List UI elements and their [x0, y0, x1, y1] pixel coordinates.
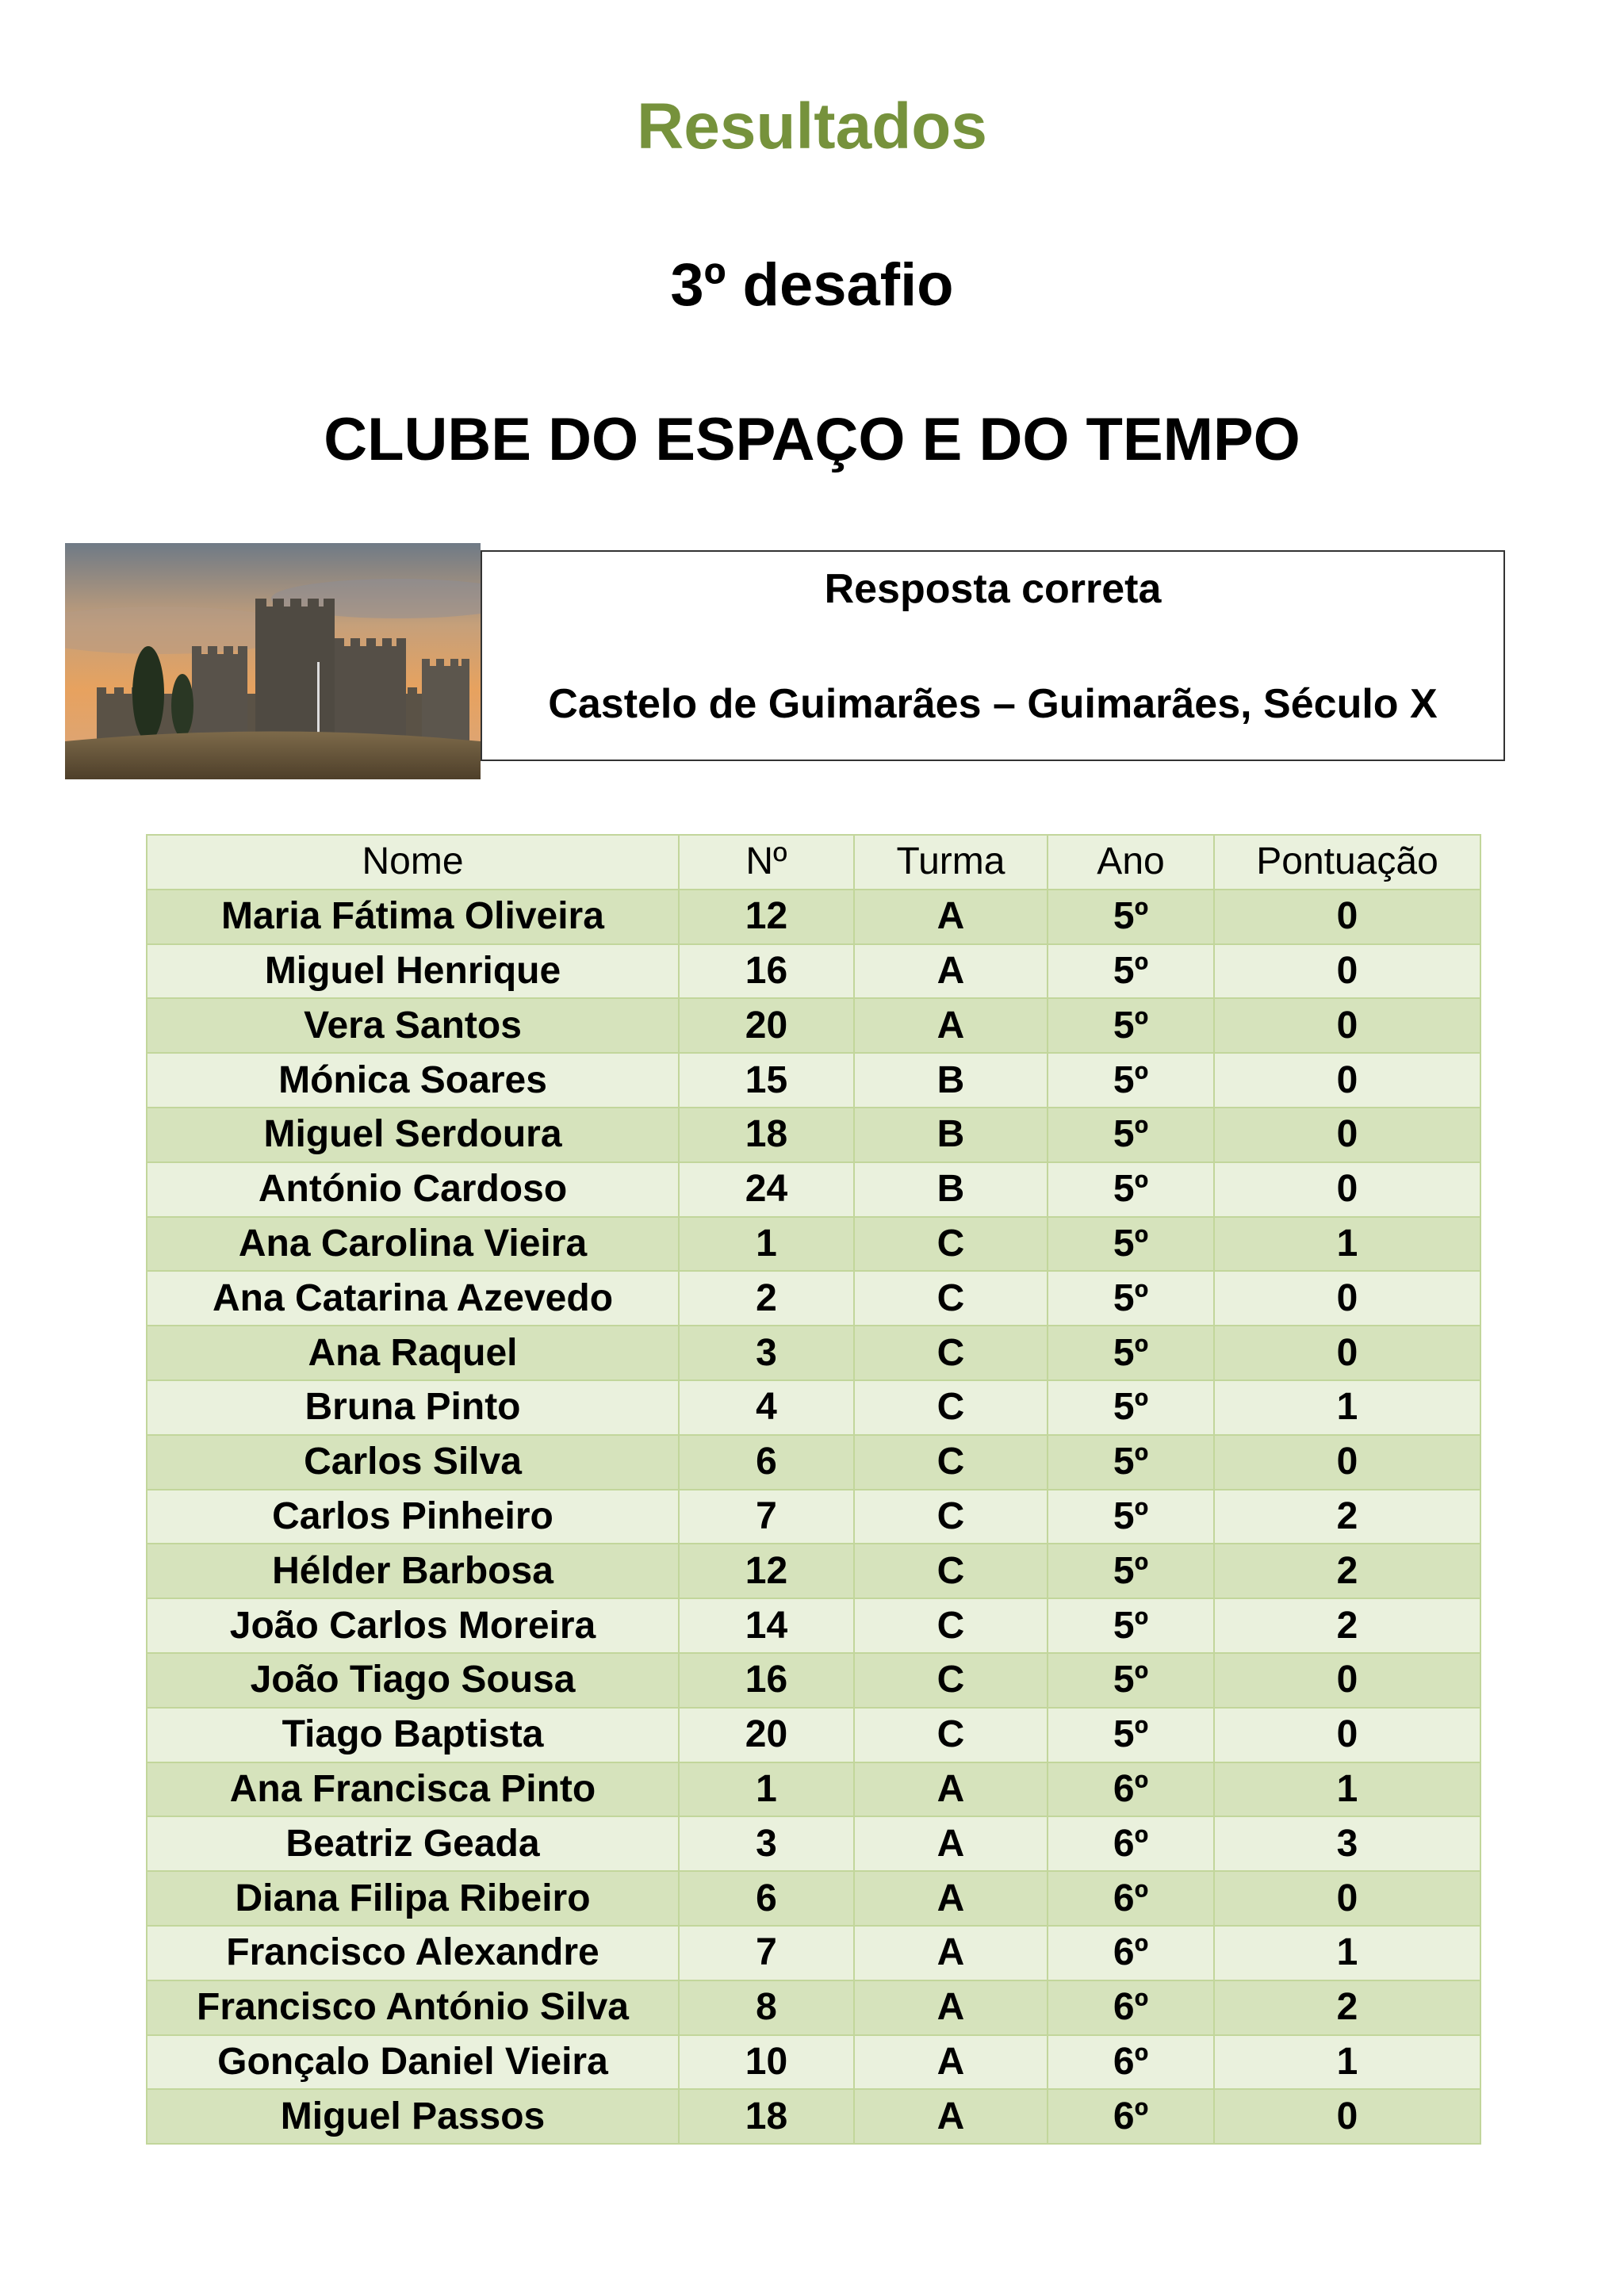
cell-ano: 5º — [1048, 1380, 1214, 1435]
cell-turma: A — [854, 1926, 1048, 1980]
cell-turma: A — [854, 2089, 1048, 2144]
cell-turma: A — [854, 1980, 1048, 2035]
cell-pontuacao: 1 — [1214, 2035, 1480, 2090]
table-row — [147, 1435, 1480, 1490]
cell-pontuacao: 2 — [1214, 1980, 1480, 2035]
cell-numero: 12 — [679, 890, 854, 944]
cell-ano: 6º — [1048, 1816, 1214, 1871]
cell-nome: Carlos Silva — [147, 1435, 679, 1490]
cell-nome: Miguel Henrique — [147, 944, 679, 999]
table-row — [147, 1762, 1480, 1817]
table-row — [147, 1598, 1480, 1653]
cell-turma: C — [854, 1708, 1048, 1762]
castle-photo — [65, 543, 481, 779]
cell-ano: 5º — [1048, 1326, 1214, 1380]
table-row — [147, 1926, 1480, 1980]
cell-turma: B — [854, 1053, 1048, 1108]
cell-numero: 15 — [679, 1053, 854, 1108]
header-numero: Nº — [679, 835, 854, 890]
cell-ano: 6º — [1048, 1762, 1214, 1817]
cell-nome: Beatriz Geada — [147, 1816, 679, 1871]
cell-ano: 5º — [1048, 944, 1214, 999]
cell-nome: Bruna Pinto — [147, 1380, 679, 1435]
cell-turma: C — [854, 1271, 1048, 1326]
cell-turma: A — [854, 2035, 1048, 2090]
cell-numero: 12 — [679, 1544, 854, 1598]
table-row — [147, 1380, 1480, 1435]
cell-ano: 5º — [1048, 1053, 1214, 1108]
cell-ano: 6º — [1048, 2089, 1214, 2144]
cell-numero: 6 — [679, 1871, 854, 1926]
cell-nome: Miguel Serdoura — [147, 1108, 679, 1162]
cell-nome: António Cardoso — [147, 1162, 679, 1217]
table-row — [147, 1217, 1480, 1272]
table-row — [147, 1326, 1480, 1380]
header-turma: Turma — [854, 835, 1048, 890]
cell-numero: 20 — [679, 998, 854, 1053]
cell-numero: 8 — [679, 1980, 854, 2035]
cell-ano: 5º — [1048, 1490, 1214, 1544]
cell-pontuacao: 0 — [1214, 1162, 1480, 1217]
cell-ano: 5º — [1048, 1162, 1214, 1217]
cell-nome: Mónica Soares — [147, 1053, 679, 1108]
results-table — [146, 834, 1481, 2145]
cell-nome: Miguel Passos — [147, 2089, 679, 2144]
cell-ano: 6º — [1048, 1926, 1214, 1980]
cell-pontuacao: 3 — [1214, 1816, 1480, 1871]
cell-pontuacao: 0 — [1214, 1435, 1480, 1490]
cell-pontuacao: 0 — [1214, 1653, 1480, 1708]
cell-pontuacao: 1 — [1214, 1217, 1480, 1272]
cell-ano: 5º — [1048, 1108, 1214, 1162]
cell-pontuacao: 0 — [1214, 998, 1480, 1053]
cell-numero: 6 — [679, 1435, 854, 1490]
answer-title: Resposta correta — [824, 566, 1162, 612]
cell-turma: C — [854, 1544, 1048, 1598]
cell-pontuacao: 1 — [1214, 1926, 1480, 1980]
cell-turma: C — [854, 1435, 1048, 1490]
cell-numero: 10 — [679, 2035, 854, 2090]
cell-pontuacao: 2 — [1214, 1490, 1480, 1544]
table-row — [147, 1653, 1480, 1708]
cell-turma: B — [854, 1108, 1048, 1162]
cell-numero: 18 — [679, 2089, 854, 2144]
cell-ano: 5º — [1048, 1217, 1214, 1272]
cell-pontuacao: 0 — [1214, 1271, 1480, 1326]
cell-nome: Carlos Pinheiro — [147, 1490, 679, 1544]
header-pontuacao: Pontuação — [1214, 835, 1480, 890]
table-header-row — [147, 835, 1480, 890]
cell-nome: Ana Francisca Pinto — [147, 1762, 679, 1817]
cell-ano: 5º — [1048, 1598, 1214, 1653]
cell-nome: Diana Filipa Ribeiro — [147, 1871, 679, 1926]
cell-numero: 7 — [679, 1490, 854, 1544]
cell-ano: 5º — [1048, 1271, 1214, 1326]
cell-nome: João Carlos Moreira — [147, 1598, 679, 1653]
cell-turma: C — [854, 1217, 1048, 1272]
cell-nome: Maria Fátima Oliveira — [147, 890, 679, 944]
cell-turma: A — [854, 890, 1048, 944]
cell-numero: 24 — [679, 1162, 854, 1217]
cell-nome: Gonçalo Daniel Vieira — [147, 2035, 679, 2090]
cell-ano: 5º — [1048, 1435, 1214, 1490]
header-ano: Ano — [1048, 835, 1214, 890]
cell-ano: 5º — [1048, 890, 1214, 944]
table-row — [147, 890, 1480, 944]
castle-photo-icon — [65, 543, 481, 779]
table-row — [147, 944, 1480, 999]
cell-pontuacao: 0 — [1214, 1871, 1480, 1926]
table-row — [147, 2035, 1480, 2090]
cell-pontuacao: 1 — [1214, 1762, 1480, 1817]
cell-pontuacao: 2 — [1214, 1598, 1480, 1653]
cell-turma: A — [854, 1816, 1048, 1871]
table-row — [147, 1053, 1480, 1108]
cell-nome: Ana Carolina Vieira — [147, 1217, 679, 1272]
cell-turma: C — [854, 1326, 1048, 1380]
table-row — [147, 1871, 1480, 1926]
cell-numero: 16 — [679, 944, 854, 999]
cell-turma: C — [854, 1380, 1048, 1435]
cell-turma: C — [854, 1490, 1048, 1544]
answer-box — [481, 550, 1505, 761]
cell-turma: B — [854, 1162, 1048, 1217]
cell-numero: 2 — [679, 1271, 854, 1326]
cell-ano: 6º — [1048, 2035, 1214, 2090]
cell-turma: C — [854, 1598, 1048, 1653]
cell-pontuacao: 0 — [1214, 1053, 1480, 1108]
cell-ano: 5º — [1048, 1708, 1214, 1762]
table-row — [147, 1816, 1480, 1871]
table-row — [147, 1162, 1480, 1217]
cell-numero: 1 — [679, 1762, 854, 1817]
cell-numero: 18 — [679, 1108, 854, 1162]
table-row — [147, 1544, 1480, 1598]
cell-ano: 5º — [1048, 1544, 1214, 1598]
cell-turma: A — [854, 944, 1048, 999]
table-row — [147, 1271, 1480, 1326]
cell-ano: 6º — [1048, 1980, 1214, 2035]
cell-numero: 20 — [679, 1708, 854, 1762]
cell-numero: 1 — [679, 1217, 854, 1272]
page-title: Resultados — [637, 90, 987, 163]
cell-nome: João Tiago Sousa — [147, 1653, 679, 1708]
cell-nome: Tiago Baptista — [147, 1708, 679, 1762]
cell-pontuacao: 0 — [1214, 1708, 1480, 1762]
cell-numero: 3 — [679, 1326, 854, 1380]
cell-nome: Hélder Barbosa — [147, 1544, 679, 1598]
cell-numero: 7 — [679, 1926, 854, 1980]
cell-nome: Ana Raquel — [147, 1326, 679, 1380]
table-row — [147, 1708, 1480, 1762]
header-nome: Nome — [147, 835, 679, 890]
cell-pontuacao: 0 — [1214, 1108, 1480, 1162]
cell-nome: Francisco Alexandre — [147, 1926, 679, 1980]
results-body — [147, 890, 1480, 2144]
challenge-subtitle: 3º desafio — [670, 251, 954, 319]
answer-text: Castelo de Guimarães – Guimarães, Século X — [548, 681, 1438, 727]
cell-pontuacao: 0 — [1214, 2089, 1480, 2144]
cell-nome: Ana Catarina Azevedo — [147, 1271, 679, 1326]
club-name: CLUBE DO ESPAÇO E DO TEMPO — [324, 406, 1300, 473]
cell-turma: A — [854, 998, 1048, 1053]
cell-nome: Francisco António Silva — [147, 1980, 679, 2035]
cell-turma: A — [854, 1762, 1048, 1817]
cell-numero: 16 — [679, 1653, 854, 1708]
cell-pontuacao: 0 — [1214, 890, 1480, 944]
cell-pontuacao: 0 — [1214, 944, 1480, 999]
cell-turma: A — [854, 1871, 1048, 1926]
table-row — [147, 1108, 1480, 1162]
cell-ano: 5º — [1048, 998, 1214, 1053]
table-row — [147, 2089, 1480, 2144]
table-row — [147, 1980, 1480, 2035]
cell-numero: 3 — [679, 1816, 854, 1871]
cell-nome: Vera Santos — [147, 998, 679, 1053]
cell-pontuacao: 0 — [1214, 1326, 1480, 1380]
table-row — [147, 1490, 1480, 1544]
cell-pontuacao: 2 — [1214, 1544, 1480, 1598]
cell-ano: 5º — [1048, 1653, 1214, 1708]
cell-numero: 14 — [679, 1598, 854, 1653]
cell-turma: C — [854, 1653, 1048, 1708]
cell-ano: 6º — [1048, 1871, 1214, 1926]
cell-pontuacao: 1 — [1214, 1380, 1480, 1435]
cell-numero: 4 — [679, 1380, 854, 1435]
table-row — [147, 998, 1480, 1053]
